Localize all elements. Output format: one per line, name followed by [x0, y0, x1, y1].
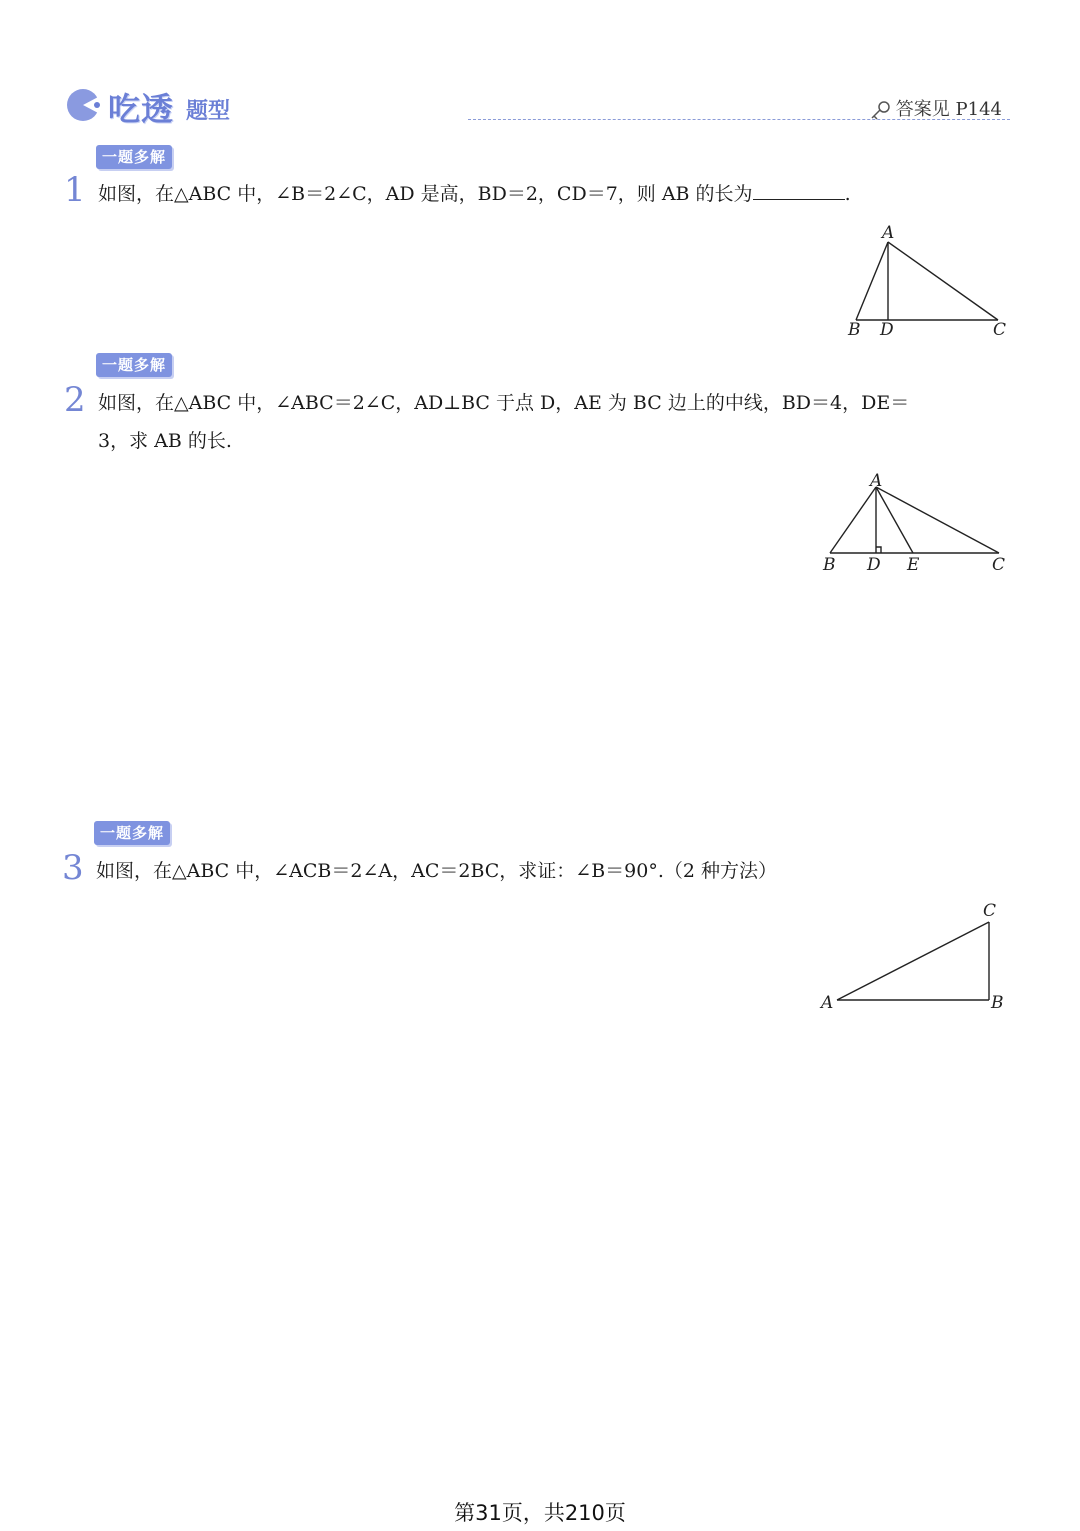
- multi-solution-badge: 一题多解: [94, 821, 170, 845]
- vertex-label-b: B: [823, 555, 836, 575]
- question-1-body: 如图，在△ABC 中，∠B＝2∠C，AD 是高，BD＝2，CD＝7，则 AB 的长为: [98, 183, 753, 205]
- question-1-figure: [840, 222, 1020, 344]
- question-2-figure: [815, 470, 1020, 578]
- page-footer: 第31页，共210页: [454, 1501, 626, 1525]
- vertex-label-a: A: [870, 471, 883, 491]
- vertex-label-b: B: [991, 993, 1004, 1013]
- vertex-label-a: A: [882, 223, 895, 243]
- answer-blank[interactable]: [753, 181, 845, 200]
- question-number: 3: [62, 848, 84, 888]
- question-2-line-1: 如图，在△ABC 中，∠ABC＝2∠C，AD⊥BC 于点 D，AE 为 BC 边上的中线，BD＝4，DE＝: [98, 392, 910, 414]
- header-subtitle: 题型: [186, 99, 231, 124]
- vertex-label-e: E: [907, 555, 920, 575]
- vertex-label-b: B: [848, 320, 861, 340]
- question-1-suffix: .: [844, 183, 851, 205]
- vertex-label-d: D: [867, 555, 881, 575]
- question-3-text: 如图，在△ABC 中，∠ACB＝2∠A，AC＝2BC，求证：∠B＝90°.（2 种方法）: [96, 860, 778, 882]
- question-3-figure: [815, 896, 1015, 1021]
- side-ab: [856, 242, 888, 320]
- question-2-line-2: 3，求 AB 的长.: [98, 430, 232, 452]
- section-header: [66, 84, 256, 128]
- vertex-label-c: C: [993, 320, 1007, 340]
- header-divider: [468, 119, 1010, 120]
- side-ac: [837, 922, 989, 1000]
- answer-reference: [870, 95, 1002, 121]
- right-angle-mark: [876, 547, 881, 553]
- vertex-label-d: D: [880, 320, 894, 340]
- question-2-text: [98, 384, 1018, 460]
- vertex-label-a: A: [821, 993, 834, 1013]
- side-ab: [830, 487, 876, 553]
- answer-reference-text: 答案见 P144: [895, 99, 1002, 120]
- header-title: 吃透: [108, 90, 175, 128]
- vertex-label-c: C: [983, 901, 997, 921]
- multi-solution-badge: 一题多解: [96, 145, 172, 169]
- question-number: 1: [64, 170, 86, 210]
- side-ac: [888, 242, 998, 320]
- key-icon: [870, 100, 892, 120]
- pacman-logo-icon: [66, 88, 100, 122]
- question-number: 2: [64, 380, 86, 420]
- vertex-label-c: C: [992, 555, 1006, 575]
- question-1-text: [98, 175, 851, 213]
- multi-solution-badge: 一题多解: [96, 353, 172, 377]
